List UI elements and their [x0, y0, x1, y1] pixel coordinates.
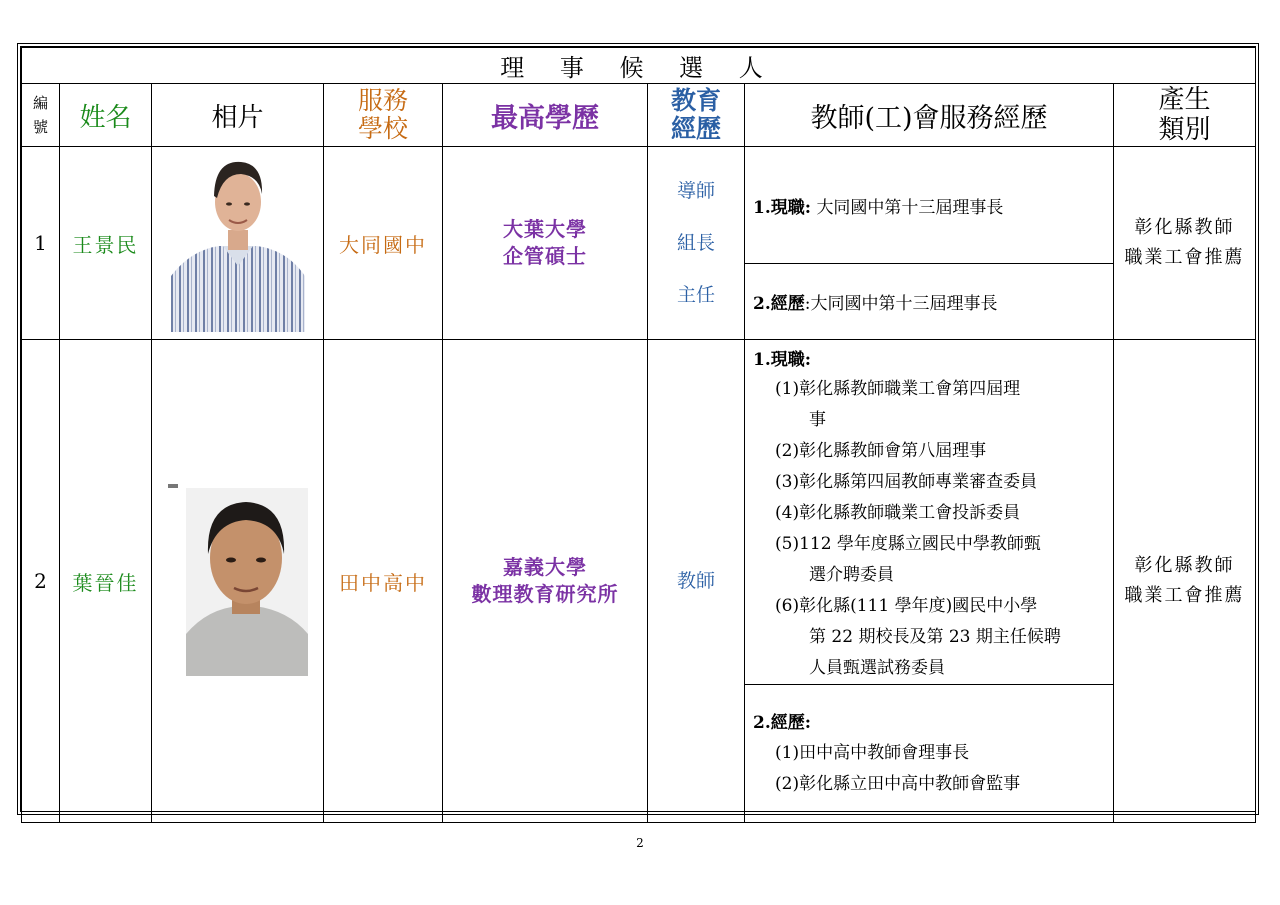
- candidate-table: [21, 47, 1256, 823]
- page-number: 2: [636, 836, 644, 850]
- candidate-name: 王景民: [60, 147, 152, 340]
- candidate-education: 嘉義大學 數理教育研究所: [443, 340, 648, 823]
- header-name: 姓名: [60, 84, 152, 147]
- candidate-no: 2: [22, 340, 60, 823]
- list-item: (2)彰化縣教師會第八屆理事: [775, 441, 987, 461]
- header-category: 產生 類別: [1114, 84, 1256, 147]
- candidate-photo-image: [168, 484, 308, 678]
- header-school: 服務 學校: [324, 84, 443, 147]
- header-no: 編 號: [22, 84, 60, 147]
- candidate-edu-exp: 教師: [648, 340, 745, 823]
- past-experience: 2.經歷: (1)田中高中教師會理事長 (2)彰化縣立田中高中教師會監事: [745, 685, 1114, 823]
- current-position: 1.現職: (1)彰化縣教師職業工會第四屆理 事 (2)彰化縣教師會第八屆理事 (3)彰化縣第四屆教師專業審查委員 (4)彰化縣教師職業工會投訴委員 (5)112 學年度縣立國民中學教師甄 選介聘委員 (6)彰化縣(111 學年度)國民中小學 第 22 期校長及第 23 期主任候聘 人員甄選試務委員: [745, 340, 1114, 685]
- past-experience: 2.經歷:大同國中第十三屆理事長: [745, 264, 1114, 340]
- candidate-education: 大葉大學 企管碩士: [443, 147, 648, 340]
- candidate-school: 田中高中: [324, 340, 443, 823]
- candidate-photo-image: [171, 154, 305, 332]
- header-edu-exp: 教育 經歷: [648, 84, 745, 147]
- table-title: 理 事 候 選 人: [22, 48, 1256, 84]
- header-photo: 相片: [152, 84, 324, 147]
- table-row: [22, 340, 1256, 685]
- candidate-photo: [152, 147, 324, 340]
- table-row: [22, 147, 1256, 264]
- list-item: (4)彰化縣教師職業工會投訴委員: [775, 503, 1021, 523]
- header-education: 最高學歷: [443, 84, 648, 147]
- header-union-exp: 教師(工)會服務經歷: [745, 84, 1114, 147]
- current-position: 1.現職: 大同國中第十三屆理事長: [745, 147, 1114, 264]
- candidate-category: 彰化縣教師 職業工會推薦: [1114, 147, 1256, 340]
- candidate-name: 葉晉佳: [60, 340, 152, 823]
- list-item: (3)彰化縣第四屆教師專業審查委員: [775, 472, 1038, 492]
- candidate-category: 彰化縣教師 職業工會推薦: [1114, 340, 1256, 823]
- candidate-no: 1: [22, 147, 60, 340]
- list-item: (6)彰化縣(111 學年度)國民中小學 第 22 期校長及第 23 期主任候聘 人員甄選試務委員: [775, 596, 1061, 678]
- candidate-edu-exp: 導師 組長 主任: [648, 147, 745, 340]
- candidate-school: 大同國中: [324, 147, 443, 340]
- candidate-photo: [152, 340, 324, 823]
- list-item: (5)112 學年度縣立國民中學教師甄 選介聘委員: [775, 534, 1041, 585]
- list-item: (2)彰化縣立田中高中教師會監事: [775, 773, 1021, 794]
- list-item: (1)田中高中教師會理事長: [775, 742, 970, 763]
- header-row: [22, 84, 1256, 147]
- list-item: (1)彰化縣教師職業工會第四屆理 事: [775, 379, 1021, 430]
